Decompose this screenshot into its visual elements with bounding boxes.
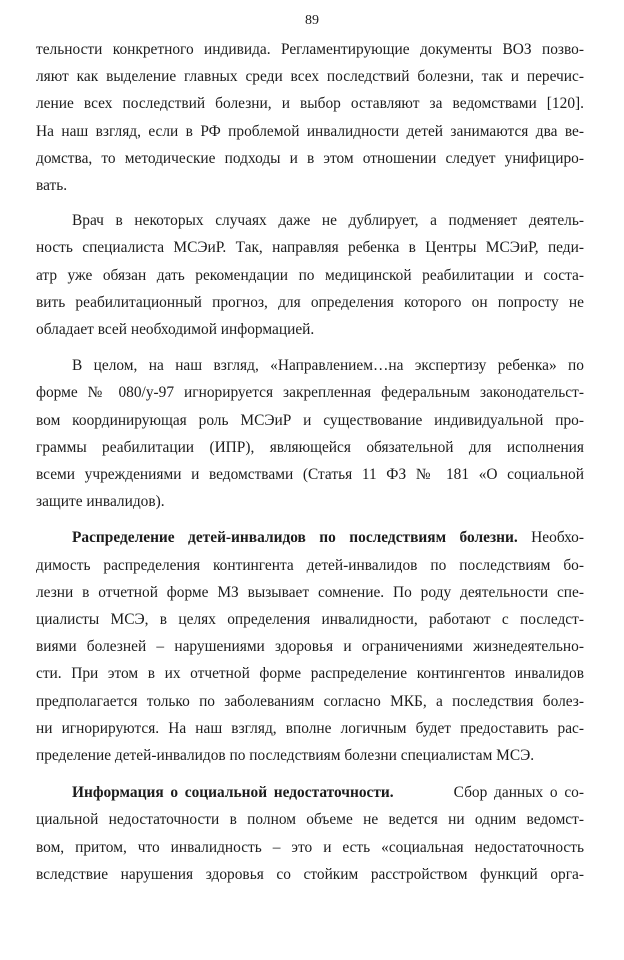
document-body — [36, 36, 584, 896]
text-line: На наш взгляд, если в РФ проблемой инвалидности детей занимаются два ве- — [36, 122, 584, 140]
paragraph — [36, 36, 584, 199]
text-line: защите инвалидов). — [36, 493, 165, 511]
heading-tail: Сбор данных о со- — [453, 784, 584, 802]
text-line: домства, то методические подходы и в этом отношении следует унифициро- — [36, 149, 584, 167]
text-line: пределение детей-инвалидов по последствиям болезни специалистам МСЭ. — [36, 747, 535, 765]
text-line: вать. — [36, 177, 68, 195]
text-line: В целом, на наш взгляд, «Направлением…на экспертизу ребенка» по — [72, 357, 584, 375]
text-line: ни игнорируются. На наш взгляд, вполне логичным будет предоставить рас- — [36, 719, 584, 737]
paragraph — [36, 524, 584, 769]
paragraph — [36, 207, 584, 343]
text-line: лезни в отчетной форме МЗ вызывает сомнение. По роду деятельности спе- — [36, 583, 584, 601]
text-line: виями болезней – нарушениями здоровья и ограничениями жизнедеятельно- — [36, 638, 584, 656]
text-line: атр уже обязан дать рекомендации по медицинской реабилитации и соста- — [36, 266, 584, 284]
text-line: граммы реабилитации (ИПР), являющейся обязательной для исполнения — [36, 438, 584, 456]
text-line: вследствие нарушения здоровья со стойким расстройством функций орга- — [36, 865, 584, 883]
text-line: форме № 080/у-97 игнорируется закрепленная федеральным законодательст- — [36, 384, 584, 402]
text-line: Врач в некоторых случаях даже не дублирует, а подменяет деятель- — [72, 212, 584, 230]
text-line: вом, притом, что инвалидность – это и есть «социальная недостаточность — [36, 838, 584, 856]
text-line: тельности конкретного индивида. Регламентирующие документы ВОЗ позво- — [36, 41, 584, 58]
text-line: всеми учреждениями и ведомствами (Статья 11 ФЗ № 181 «О социальной — [36, 466, 584, 484]
paragraph — [36, 779, 584, 888]
text-line: обладает всей необходимой информацией. — [36, 321, 315, 339]
text-line: предполагается только по заболеваниям согласно МКБ, а последствия болез- — [36, 692, 584, 710]
text-line: вом координирующая роль МСЭиР и существование индивидуальной про- — [36, 411, 584, 429]
text-line: ность специалиста МСЭиР. Так, направляя ребенка в Центры МСЭиР, педи- — [36, 239, 584, 257]
text-line: димость распределения контингента детей-инвалидов по последствиям бо- — [36, 556, 584, 574]
text-line — [36, 524, 584, 551]
section-heading: Информация о социальной недостаточности. — [72, 784, 394, 802]
text-line: ление всех последствий болезни, и выбор оставляют за ведомствами [120]. — [36, 95, 584, 113]
text-line: ляют как выделение главных среди всех последствий болезни, так и перечис- — [36, 68, 584, 86]
text-line: циальной недостаточности в полном объеме не ведется ни одним ведомст- — [36, 811, 584, 829]
page-number: 89 — [305, 13, 319, 28]
paragraph — [36, 352, 584, 515]
text-line: сти. При этом в их отчетной форме распределение контингентов инвалидов — [36, 665, 584, 683]
text-line: вить реабилитационный прогноз, для определения которого он попросту не — [36, 293, 584, 311]
text-line: циалисты МСЭ, в целях определения инвалидности, работают с последст- — [36, 611, 584, 629]
text-line — [36, 779, 584, 806]
section-heading: Распределение детей-инвалидов по последствиям болезни. — [72, 529, 518, 547]
heading-tail: Необхо- — [517, 529, 584, 547]
